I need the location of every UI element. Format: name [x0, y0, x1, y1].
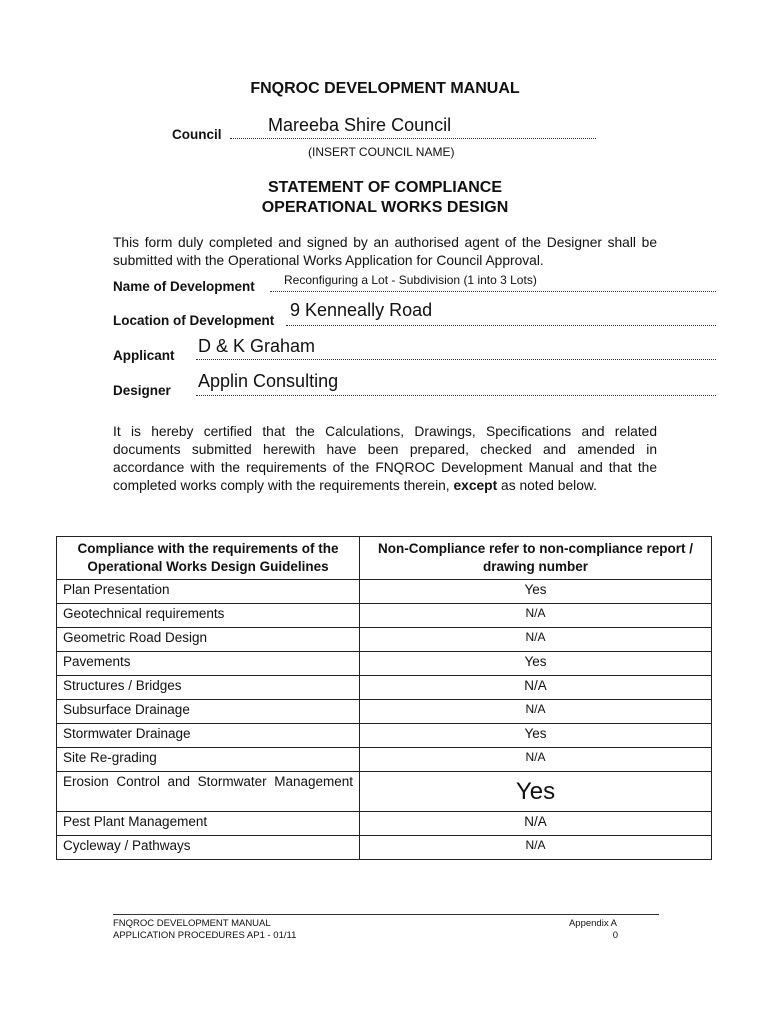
- manual-title: FNQROC DEVELOPMENT MANUAL: [250, 80, 520, 97]
- development-line: [270, 291, 716, 292]
- table-row: [57, 748, 712, 772]
- applicant-label: Applicant: [113, 348, 175, 363]
- table-header-row: [57, 537, 712, 580]
- designer-value[interactable]: Applin Consulting: [198, 371, 339, 391]
- table-row: [57, 724, 712, 748]
- row-value[interactable]: Yes: [360, 652, 712, 676]
- footer-left: [113, 918, 296, 942]
- footer-left-line1: FNQROC DEVELOPMENT MANUAL: [113, 918, 271, 929]
- row-value[interactable]: Yes: [360, 724, 712, 748]
- council-label: Council: [172, 127, 222, 142]
- statement-line2: OPERATIONAL WORKS DESIGN: [261, 199, 509, 216]
- row-item: Site Re-grading: [57, 748, 360, 772]
- table-row: [57, 772, 712, 812]
- row-value[interactable]: N/A: [360, 676, 712, 700]
- col2-header: Non-Compliance refer to non-compliance report / drawing number: [360, 537, 712, 580]
- table-row: [57, 652, 712, 676]
- designer-line: [196, 395, 716, 396]
- row-value[interactable]: N/A: [360, 812, 712, 836]
- council-line: [230, 138, 596, 139]
- row-item: Geometric Road Design: [57, 628, 360, 652]
- row-value[interactable]: N/A: [360, 700, 712, 724]
- row-item: Geotechnical requirements: [57, 604, 360, 628]
- row-item: Cycleway / Pathways: [57, 836, 360, 860]
- designer-label: Designer: [113, 383, 171, 398]
- compliance-table: [56, 536, 712, 860]
- table-row: [57, 812, 712, 836]
- table-row: [57, 700, 712, 724]
- row-item: Subsurface Drainage: [57, 700, 360, 724]
- row-value[interactable]: N/A: [360, 604, 712, 628]
- row-value[interactable]: Yes: [360, 580, 712, 604]
- row-item: Plan Presentation: [57, 580, 360, 604]
- location-line: [286, 325, 716, 326]
- certification-text: [113, 423, 657, 495]
- statement-line1: STATEMENT OF COMPLIANCE: [267, 179, 503, 196]
- row-item: Stormwater Drainage: [57, 724, 360, 748]
- table-row: [57, 628, 712, 652]
- row-item: Structures / Bridges: [57, 676, 360, 700]
- council-hint: (INSERT COUNCIL NAME): [308, 145, 455, 159]
- intro-text: This form duly completed and signed by an authorised agent of the Designer shall be submitted with the Operational Works Application for Council Approval.: [113, 235, 657, 268]
- row-item-text: Erosion Control and Stormwater Management: [63, 774, 353, 789]
- row-item: [57, 772, 360, 812]
- footer-rule: [113, 914, 659, 915]
- applicant-line: [196, 359, 716, 360]
- row-item: Pavements: [57, 652, 360, 676]
- certification-before: It is hereby certified that the Calculations, Drawings, Specifications and related documents submitted herewith have been prepared, checked and amended in accordance with the requirements of the FNQROC Development Manual and that the completed works comply with the requirements therein,: [113, 424, 657, 493]
- location-value[interactable]: 9 Kenneally Road: [290, 300, 433, 320]
- table-row: [57, 604, 712, 628]
- development-label: Name of Development: [113, 279, 255, 294]
- row-value[interactable]: N/A: [360, 836, 712, 860]
- table-row: [57, 580, 712, 604]
- footer-right-line1: Appendix A: [568, 918, 618, 929]
- row-value[interactable]: N/A: [360, 748, 712, 772]
- council-value[interactable]: Mareeba Shire Council: [268, 115, 452, 135]
- location-label: Location of Development: [113, 313, 275, 328]
- footer-left-line2: APPLICATION PROCEDURES AP1 - 01/11: [113, 930, 297, 941]
- table-row: [57, 676, 712, 700]
- table-row: [57, 836, 712, 860]
- row-value[interactable]: N/A: [360, 628, 712, 652]
- certification-after: as noted below.: [497, 478, 597, 493]
- row-item: Pest Plant Management: [57, 812, 360, 836]
- footer-right-line2: 0: [612, 930, 618, 941]
- row-value[interactable]: Yes: [360, 772, 712, 812]
- development-value[interactable]: Reconfiguring a Lot - Subdivision (1 into 3 Lots): [284, 273, 537, 287]
- footer-right: [560, 918, 626, 942]
- certification-except: except: [453, 478, 498, 493]
- applicant-value[interactable]: D & K Graham: [198, 336, 316, 356]
- col1-header: Compliance with the requirements of the Operational Works Design Guidelines: [57, 537, 360, 580]
